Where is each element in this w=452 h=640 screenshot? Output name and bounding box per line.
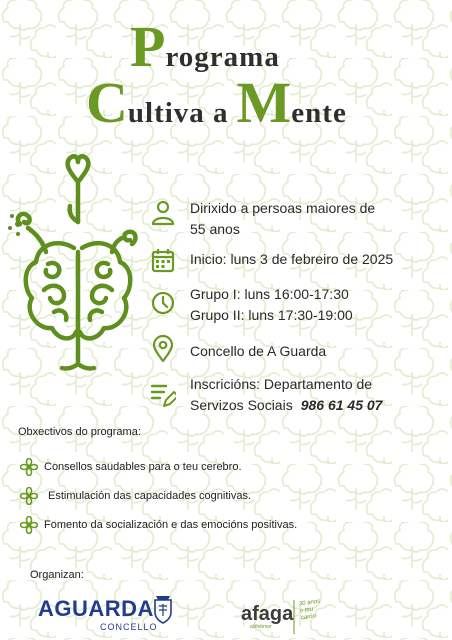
title-line-1: Programa (130, 14, 280, 79)
audience-text: Dirixido a persoas maiores de 55 anos (190, 200, 376, 237)
place-text: Concello de A Guarda (190, 343, 327, 359)
phone-number: 986 61 45 07 (300, 397, 383, 413)
logo-divider (293, 600, 295, 634)
registration-row (150, 374, 382, 416)
calendar-icon (150, 246, 176, 276)
afaga-anniversary-tag: 30 anos o teu carón (298, 598, 321, 622)
afaga-logo: afaga (241, 603, 294, 625)
program-title (0, 14, 452, 148)
person-icon (150, 198, 176, 228)
organizers-label: Organizan: (30, 569, 84, 581)
title-line-2: Cultiva a Mente (86, 70, 347, 135)
coat-of-arms-icon (152, 594, 174, 624)
objectives-title: Obxectivos do programa: (18, 426, 141, 438)
registration-text: Inscricións: Departamento de Servizos Sociais 986 61 45 07 (190, 376, 383, 413)
brain-tree-illustration (8, 152, 148, 382)
clock-icon (150, 288, 176, 318)
audience-row (150, 198, 375, 240)
objective-item: Consellos saudables para o teu cerebro. (20, 458, 242, 476)
flower-icon (20, 458, 38, 476)
edit-document-icon (150, 380, 176, 410)
start-text: Inicio: luns 3 de febreiro de 2025 (190, 251, 394, 267)
afaga-subtitle: alzhéimer (250, 624, 272, 630)
objective-item: Estimulación das capacidades cognitivas. (20, 487, 251, 505)
start-row (150, 246, 393, 276)
groups-text: Grupo I: luns 16:00-17:30 Grupo II: luns 17:30-19:00 (190, 286, 353, 323)
location-pin-icon (150, 334, 176, 364)
place-row (150, 334, 326, 364)
groups-row (150, 284, 353, 326)
flower-icon (20, 516, 38, 534)
objective-item: Fomento da socialización e das emocións positivas. (20, 516, 297, 534)
flower-icon (20, 487, 38, 505)
aguarda-concello-logo: AGUARDA CONCELLO (38, 596, 154, 622)
